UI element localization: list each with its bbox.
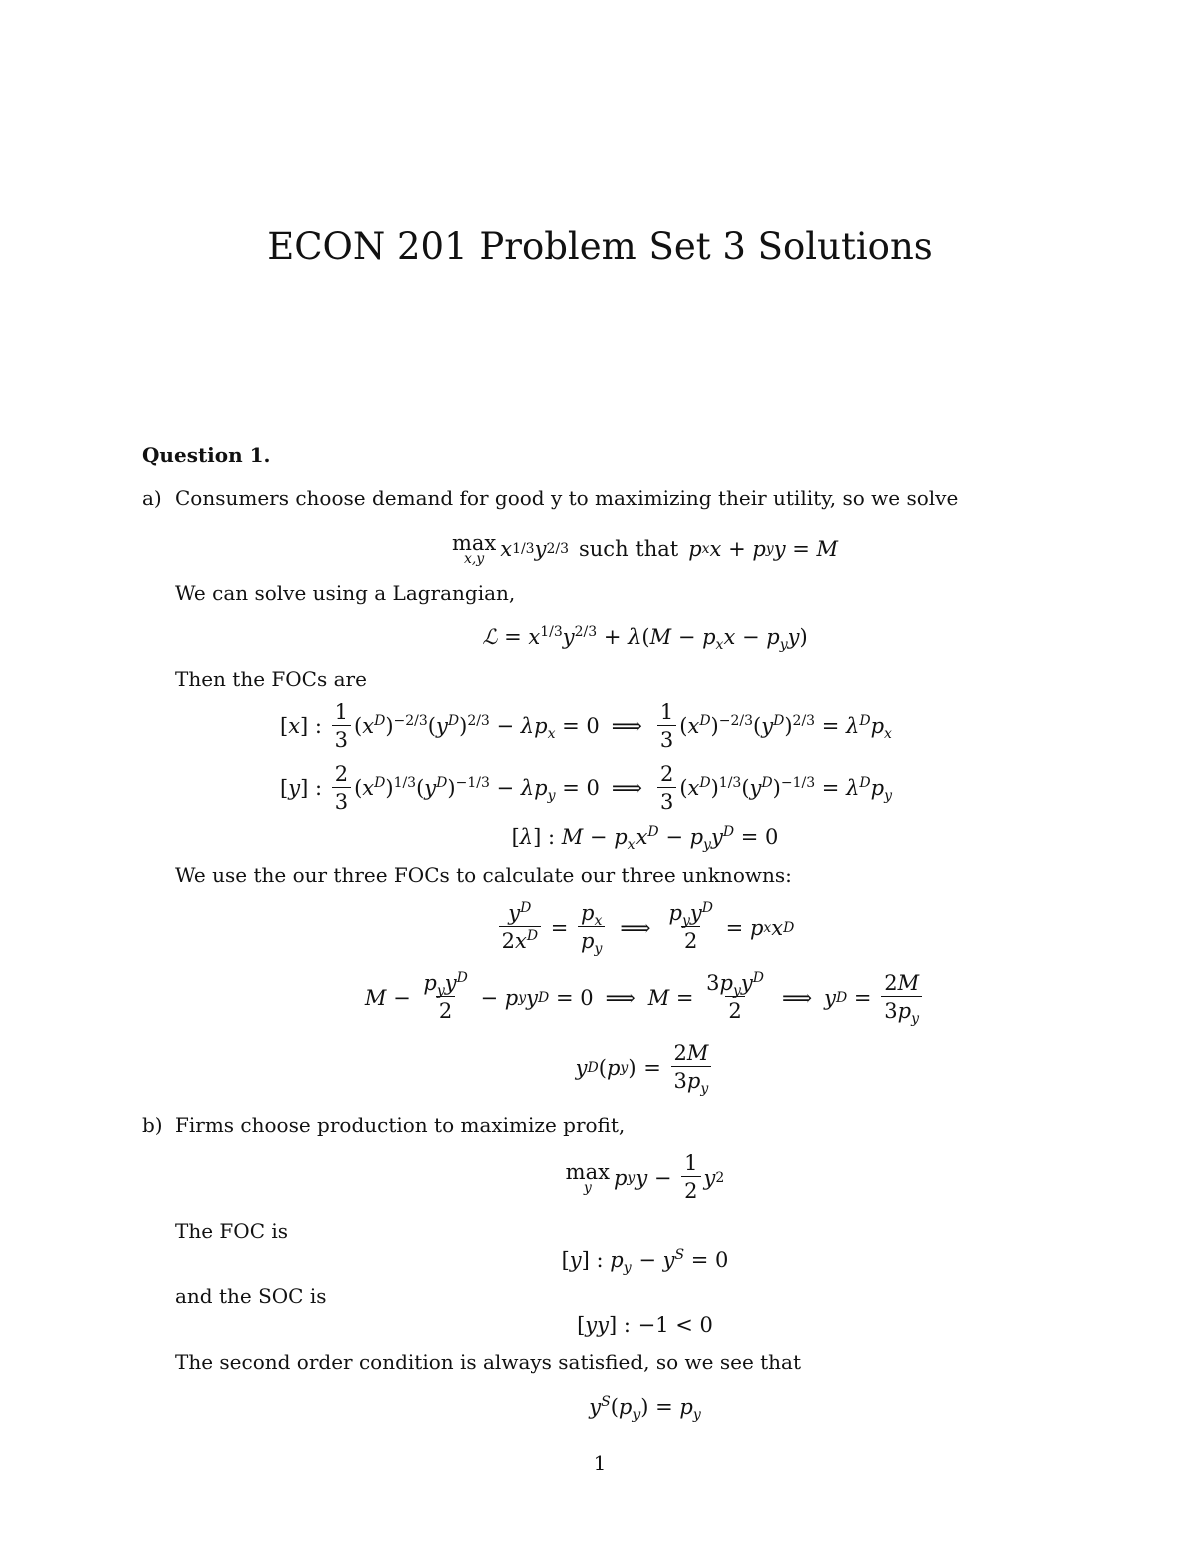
solve-intro: We use the our three FOCs to calculate our three unknowns: xyxy=(175,863,792,887)
page-number: 1 xyxy=(593,1451,607,1475)
focs-intro: Then the FOCs are xyxy=(175,667,367,691)
ratio-equation: $\frac{y^D}{2x^D}$ = $\frac{p_x}{p_y}$ ⟹ $\frac{p_yy^D}{2}$ = p x x D xyxy=(175,898,1115,955)
utility-max-equation: max x,y x 1/3 y 2/3 such that p x x + p y y = M xyxy=(451,531,839,567)
budget-substitution-equation: M − $\frac{p_yy^D}{2}$ − p y y D = 0 ⟹ M = $\frac{3p_yy^D}{2}$ ⟹ y D = $\frac{2M}{3p_y}$ xyxy=(175,970,1115,1025)
part-b-label: b) xyxy=(142,1113,163,1137)
foc-lambda: [λ] : $M - p_xx^D - p_yy^D = 0$ xyxy=(511,824,779,854)
part-a-intro: Consumers choose demand for good y to maximizing their utility, so we solve xyxy=(175,486,959,510)
supply-soc: [yy] : −1 < 0 xyxy=(577,1313,713,1337)
lagrangian-equation: ℒ = $x^{1/3}y^{2/3} + \lambda(M - p_xx - p_yy)$ xyxy=(482,624,808,654)
part-a-label: a) xyxy=(142,486,162,510)
such-that-text: such that xyxy=(579,537,679,561)
supply-foc: [y] : $p_y - y^S = 0$ xyxy=(561,1247,729,1277)
demand-function: y D ( p y ) = $\frac{2M}{3p_y}$ xyxy=(175,1040,1115,1095)
soc-conclusion: The second order condition is always satisfied, so we see that xyxy=(175,1350,802,1374)
lagrangian-intro: We can solve using a Lagrangian, xyxy=(175,581,516,605)
document-title: ECON 201 Problem Set 3 Solutions xyxy=(267,225,933,268)
foc-system xyxy=(280,695,980,819)
foc-x: [x] : $\frac{1}{3}$ $(x^D)^{-2/3}(y^D)^{2/3} - \lambda p_x = 0$ ⟹ $\frac{1}{3}$ $(x^D)^{-2/3}(y^D)^{2/3} = \lambda^Dp_x$ xyxy=(280,699,892,752)
question-heading: Question 1. xyxy=(142,443,271,467)
part-b-intro: Firms choose production to maximize profit, xyxy=(175,1113,626,1137)
soc-intro: and the SOC is xyxy=(175,1284,327,1308)
profit-max-equation: max y p y y − $\frac{1}{2}$ y 2 xyxy=(565,1151,725,1203)
foc-y: [y] : $\frac{2}{3}$ $(x^D)^{1/3}(y^D)^{-1/3} - \lambda p_y = 0$ ⟹ $\frac{2}{3}$ $(x^D)^{1/3}(y^D)^{-1/3} = \lambda^Dp_y$ xyxy=(280,761,892,814)
foc-intro: The FOC is xyxy=(175,1219,289,1243)
supply-function: $y^S(p_y) = p_y$ xyxy=(589,1394,701,1424)
